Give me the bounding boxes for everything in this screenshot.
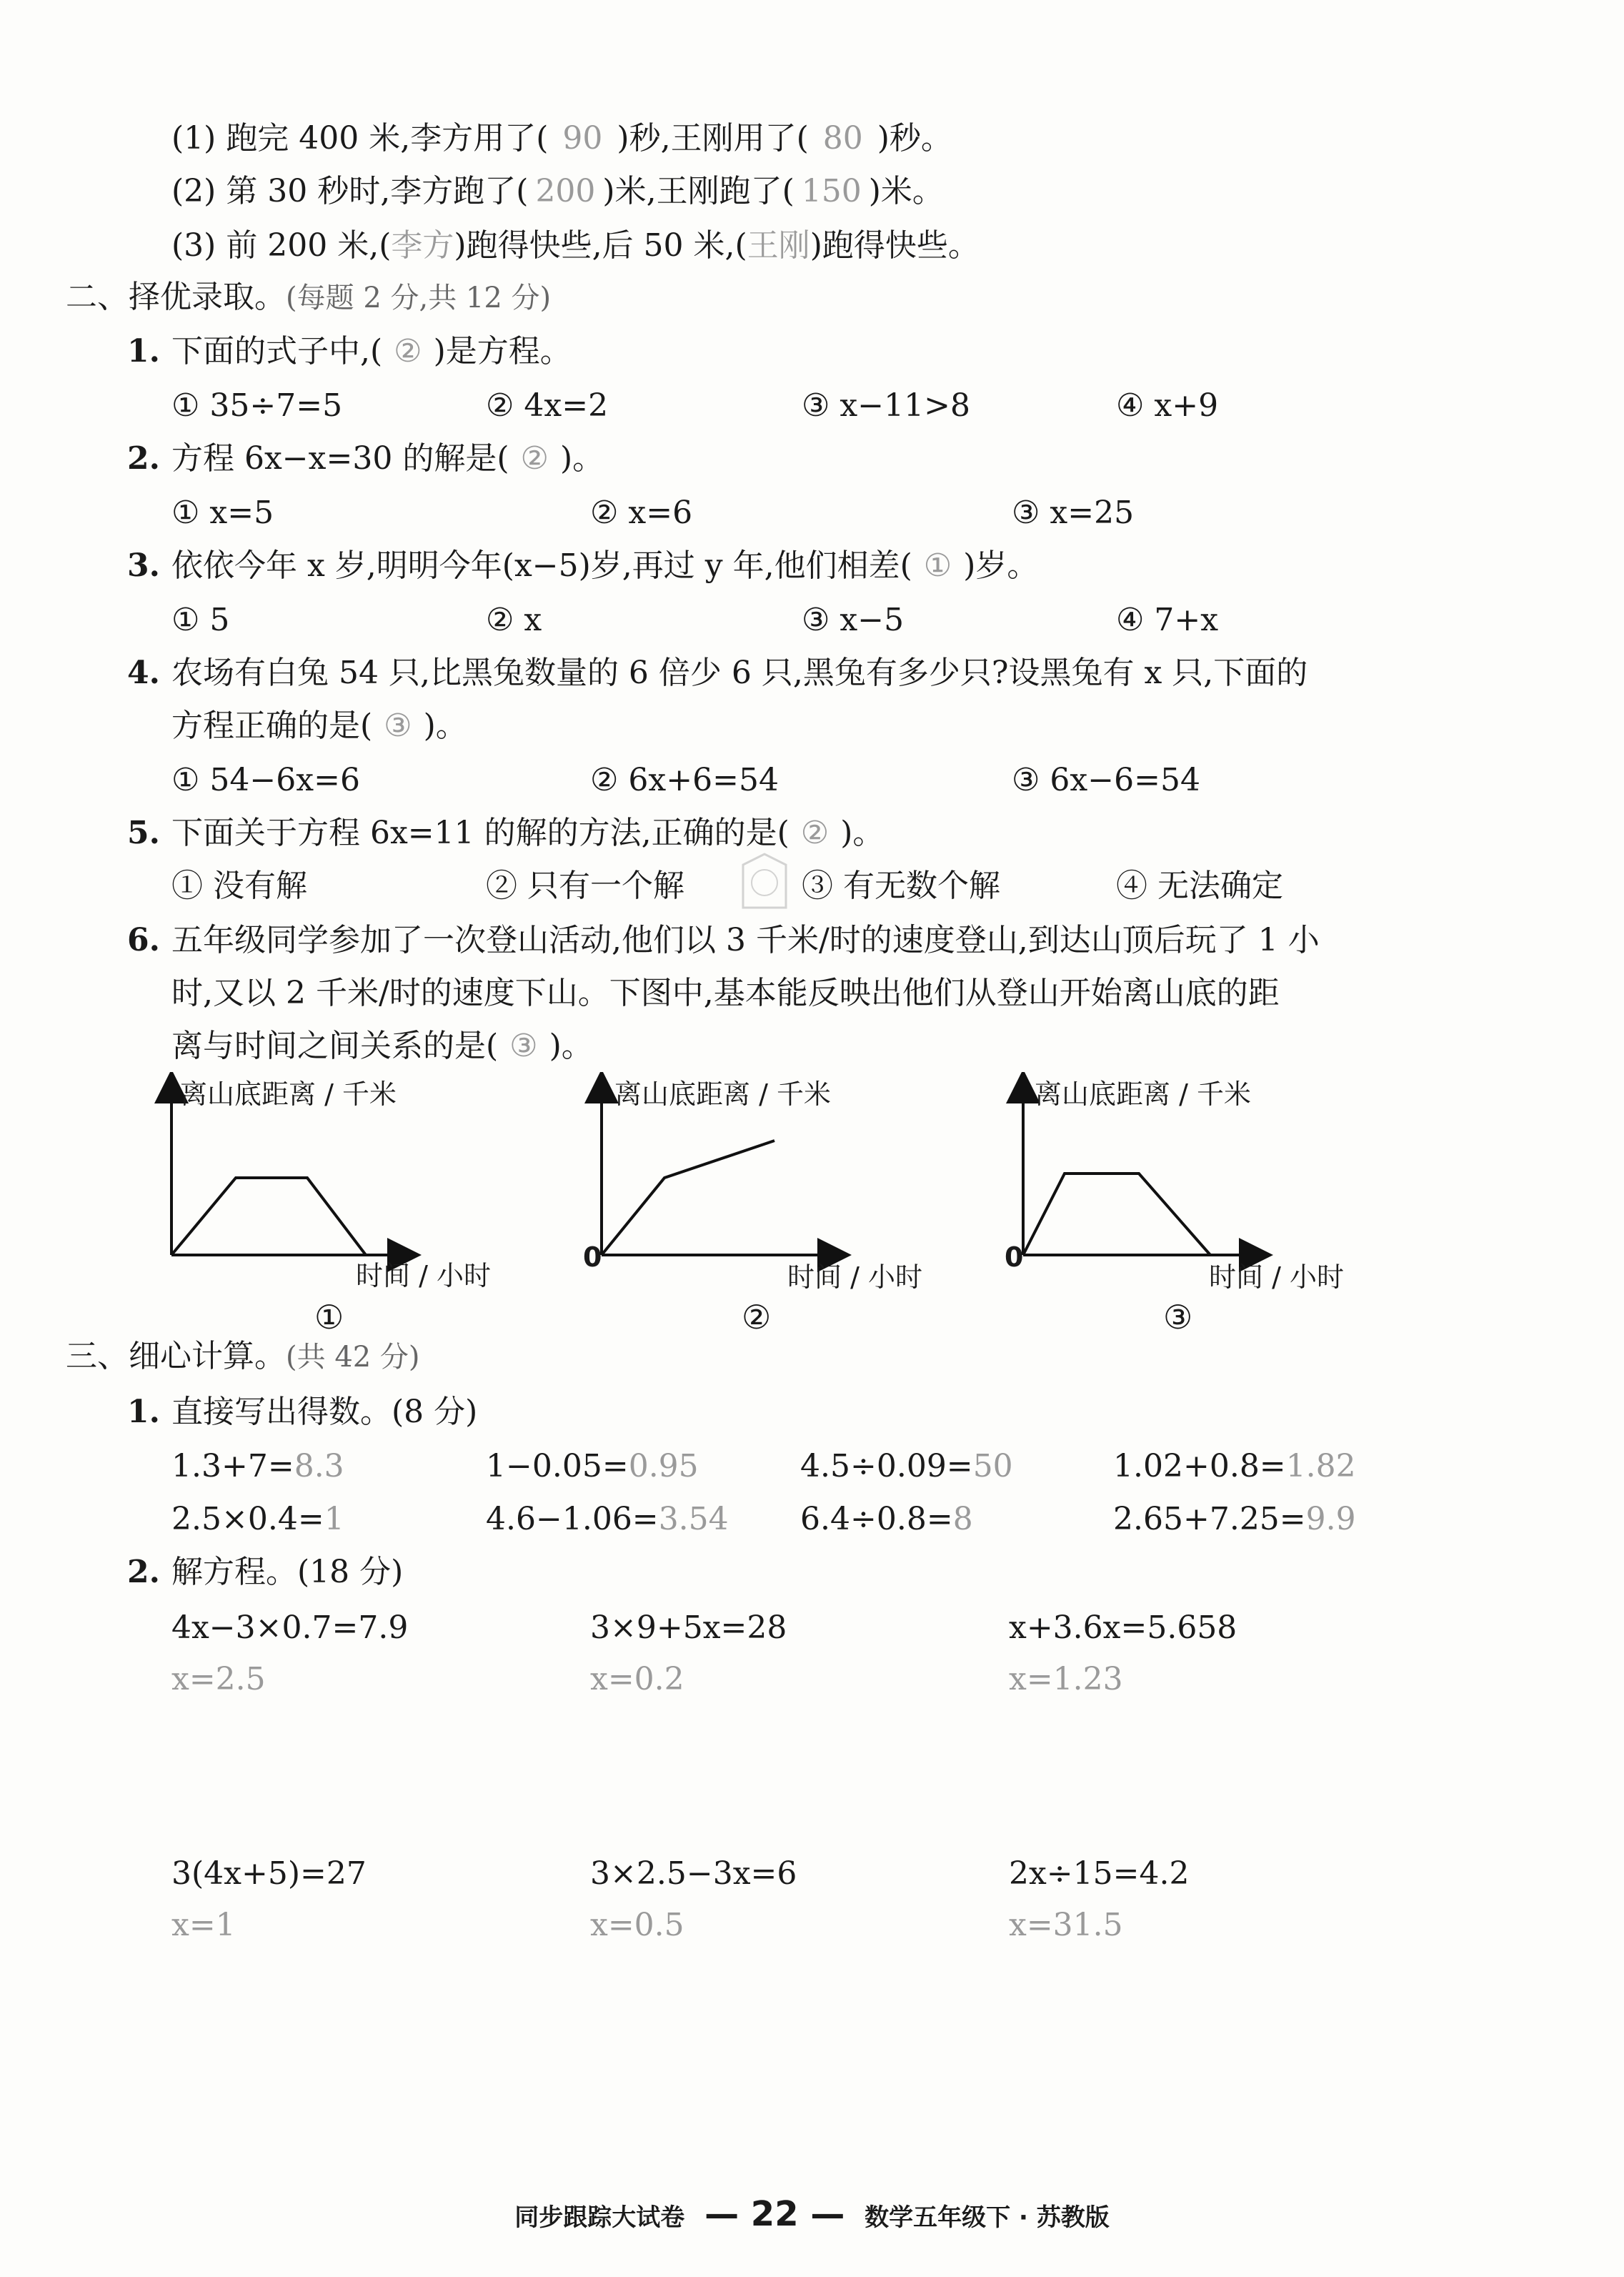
equation-answer: x=0.5 xyxy=(590,1907,684,1943)
option: ③ x−5 xyxy=(802,602,905,638)
part1-q3: (3) 前 200 米,(李方)跑得快些,后 50 米,(王刚)跑得快些。 xyxy=(171,227,980,264)
sub1-title: 直接写出得数。(8 分) xyxy=(171,1394,478,1430)
answer: 80 xyxy=(822,120,863,157)
answer: 90 xyxy=(562,120,603,157)
graph-3-label: ③ xyxy=(1163,1298,1193,1336)
question-5: 下面关于方程 6x=11 的解的方法,正确的是( ② )。 xyxy=(171,815,885,851)
question-6-line3: 离与时间之间关系的是( ③ )。 xyxy=(171,1028,593,1064)
graph-2-line xyxy=(602,1141,774,1255)
calc-item: 6.4÷0.8=8 xyxy=(800,1501,973,1537)
calc-item: 4.6−1.06=3.54 xyxy=(486,1501,729,1537)
question-number: 5. xyxy=(127,815,160,851)
answer: ① xyxy=(923,547,952,584)
graph-3-line xyxy=(1023,1174,1210,1255)
question-number: 1. xyxy=(127,1394,160,1430)
equation: 3×2.5−3x=6 xyxy=(590,1855,797,1892)
option: ① 54−6x=6 xyxy=(171,762,360,798)
sub2-title: 解方程。(18 分) xyxy=(171,1554,404,1590)
question-6-line1: 五年级同学参加了一次登山活动,他们以 3 千米/时的速度登山,到达山顶后玩了 1 小 xyxy=(171,922,1320,958)
page-number: — 22 — xyxy=(704,2194,845,2234)
option: ② x xyxy=(486,602,542,638)
option: ① 5 xyxy=(171,602,230,638)
option: ④ 无法确定 xyxy=(1116,868,1283,904)
calc-item: 1.02+0.8=1.82 xyxy=(1113,1448,1356,1484)
question-4-line1: 农场有白兔 54 只,比黑兔数量的 6 倍少 6 只,黑兔有多少只?设黑兔有 x 只,下面的 xyxy=(171,655,1308,691)
answer: ③ xyxy=(384,708,412,744)
graph-1-xlabel: 时间 / 小时 xyxy=(356,1260,491,1291)
equation: 2x÷15=4.2 xyxy=(1009,1855,1190,1892)
question-3: 依依今年 x 岁,明明今年(x−5)岁,再过 y 年,他们相差( ① )岁。 xyxy=(171,547,1039,584)
option: ② x=6 xyxy=(590,495,693,531)
option: ④ 7+x xyxy=(1116,602,1219,638)
equation: 3×9+5x=28 xyxy=(590,1609,787,1646)
answer: ③ xyxy=(509,1028,538,1064)
question-number: 4. xyxy=(127,655,160,691)
stamp-icon xyxy=(736,850,793,915)
calc-item: 4.5÷0.09=50 xyxy=(800,1448,1013,1484)
graph-1-line xyxy=(171,1178,366,1255)
calc-item: 2.5×0.4=1 xyxy=(171,1501,344,1537)
graph-2-origin: 0 xyxy=(583,1241,602,1273)
equation-answer: x=1.23 xyxy=(1009,1661,1123,1697)
calc-item: 2.65+7.25=9.9 xyxy=(1113,1501,1356,1537)
answer: 王刚 xyxy=(747,227,810,264)
graph-2-xlabel: 时间 / 小时 xyxy=(787,1261,922,1293)
question-number: 3. xyxy=(127,547,160,584)
answer: 200 xyxy=(535,173,596,209)
question-number: 2. xyxy=(127,1554,160,1590)
question-2: 方程 6x−x=30 的解是( ② )。 xyxy=(171,440,604,477)
graph-2-ylabel: 离山底距离 / 千米 xyxy=(614,1078,831,1110)
answer: 150 xyxy=(801,173,862,209)
section2-heading: 二、择优录取。(每题 2 分,共 12 分) xyxy=(66,279,552,315)
option: ① 没有解 xyxy=(171,868,307,904)
equation: x+3.6x=5.658 xyxy=(1009,1609,1237,1646)
graph-3-xlabel: 时间 / 小时 xyxy=(1209,1261,1344,1293)
graph-3-ylabel: 离山底距离 / 千米 xyxy=(1035,1078,1251,1110)
option: ③ 6x−6=54 xyxy=(1012,762,1200,798)
equation: 4x−3×0.7=7.9 xyxy=(171,1609,409,1646)
equation-answer: x=31.5 xyxy=(1009,1907,1123,1943)
question-6-line2: 时,又以 2 千米/时的速度下山。下图中,基本能反映出他们从登山开始离山底的距 xyxy=(171,975,1280,1011)
calc-item: 1−0.05=0.95 xyxy=(486,1448,699,1484)
answer: 李方 xyxy=(391,227,454,264)
calc-item: 1.3+7=8.3 xyxy=(171,1448,344,1484)
option: ③ 有无数个解 xyxy=(802,868,1000,904)
question-1: 下面的式子中,( ② )是方程。 xyxy=(171,333,572,369)
option: ① 35÷7=5 xyxy=(171,387,343,424)
option: ① x=5 xyxy=(171,495,274,531)
option: ② 6x+6=54 xyxy=(590,762,779,798)
option: ② 4x=2 xyxy=(486,387,609,424)
question-4-line2: 方程正确的是( ③ )。 xyxy=(171,708,467,744)
section3-heading: 三、细心计算。(共 42 分) xyxy=(66,1338,420,1374)
equation-answer: x=2.5 xyxy=(171,1661,266,1697)
graph-1 xyxy=(171,1086,404,1255)
graph-2 xyxy=(602,1086,835,1255)
answer: ② xyxy=(800,815,830,851)
equation-answer: x=0.2 xyxy=(590,1661,684,1697)
answer: ② xyxy=(394,333,422,369)
graph-1-label: ① xyxy=(314,1298,344,1336)
question-number: 6. xyxy=(127,922,160,958)
graph-1-ylabel: 离山底距离 / 千米 xyxy=(180,1078,397,1110)
question-number: 1. xyxy=(127,333,160,369)
option: ② 只有一个解 xyxy=(486,868,684,904)
option: ③ x=25 xyxy=(1012,495,1135,531)
graph-3-origin: 0 xyxy=(1005,1241,1024,1273)
option: ④ x+9 xyxy=(1116,387,1219,424)
page-footer: 同步跟踪大试卷 — 22 — 数学五年级下 · 苏教版 xyxy=(514,2194,1110,2234)
question-number: 2. xyxy=(127,440,160,477)
option: ③ x−11>8 xyxy=(802,387,970,424)
graph-2-label: ② xyxy=(742,1298,772,1336)
graph-3 xyxy=(1023,1086,1256,1255)
part1-q1: (1) 跑完 400 米,李方用了( 90 )秒,王刚用了( 80 )秒。 xyxy=(171,120,952,157)
answer: ② xyxy=(520,440,549,477)
equation-answer: x=1 xyxy=(171,1907,236,1943)
equation: 3(4x+5)=27 xyxy=(171,1855,367,1892)
part1-q2: (2) 第 30 秒时,李方跑了( 200 )米,王刚跑了( 150 )米。 xyxy=(171,173,944,209)
